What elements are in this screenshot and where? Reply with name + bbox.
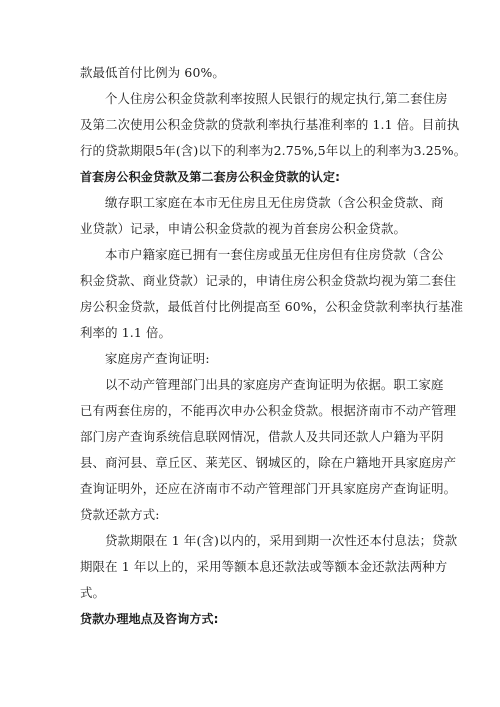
text-line: 业贷款）记录，申请公积金贷款的视为首套房公积金贷款。 — [80, 221, 407, 236]
paragraph-first-home — [80, 190, 444, 242]
text-line: 以不动产管理部门出具的家庭房产查询证明为依据。职工家庭 — [105, 377, 444, 392]
text-line: 房公积金贷款，最低首付比例提高至 60%，公积金贷款利率执行基准 — [80, 299, 464, 314]
text-line: 利率的 1.1 倍。 — [80, 325, 172, 340]
text-line: 部门房产查询系统信息联网情况，借款人及共同还款人户籍为平阴 — [80, 429, 444, 444]
heading-text: 家庭房产查询证明: — [105, 351, 210, 366]
heading-text: 贷款办理地点及咨询方式: — [80, 612, 219, 626]
heading-text: 贷款还款方式: — [80, 507, 160, 522]
text-line: 式。 — [80, 585, 106, 600]
heading-text: 首套房公积金贷款及第二套房公积金贷款的认定: — [80, 170, 341, 184]
text-line: 行的贷款期限5年(含)以下的利率为2.75%,5年以上的利率为3.25%。 — [80, 143, 467, 158]
heading-property-certificate — [80, 346, 425, 372]
text-line: 款最低首付比例为 60%。 — [80, 65, 225, 80]
text-line: 积金贷款、商业贷款）记录的，申请住房公积金贷款均视为第二套住 — [80, 273, 457, 288]
paragraph-repayment-method — [80, 528, 458, 606]
heading-loan-office — [80, 606, 425, 632]
text-line: 贷款期限在 1 年(含)以内的，采用到期一次性还本付息法；贷款 — [105, 533, 458, 548]
paragraph-property-certificate — [80, 372, 457, 502]
text-line: 期限在 1 年以上的，采用等额本息还款法或等额本金还款法两种方 — [80, 559, 448, 574]
paragraph-interest-rate — [80, 86, 467, 164]
text-line: 查询证明外，还应在济南市不动产管理部门开具家庭房产查询证明。 — [80, 481, 457, 496]
text-line: 已有两套住房的，不能再次申办公积金贷款。根据济南市不动产管理 — [80, 403, 457, 418]
heading-housing-determination — [80, 164, 425, 190]
text-line: 缴存职工家庭在本市无住房且无住房贷款（含公积金贷款、商 — [105, 195, 444, 210]
text-line: 本市户籍家庭已拥有一套住房或虽无住房但有住房贷款（含公 — [105, 247, 444, 262]
paragraph-second-home — [80, 242, 464, 346]
paragraph-down-payment — [80, 60, 425, 86]
heading-repayment-method — [80, 502, 425, 528]
text-line: 县、商河县、章丘区、莱芜区、钢城区的，除在户籍地开具家庭房产 — [80, 455, 457, 470]
text-line: 及第二次使用公积金贷款的贷款利率执行基准利率的 1.1 倍。目前执 — [80, 117, 460, 132]
text-line: 个人住房公积金贷款利率按照人民银行的规定执行,第二套住房 — [105, 91, 448, 106]
